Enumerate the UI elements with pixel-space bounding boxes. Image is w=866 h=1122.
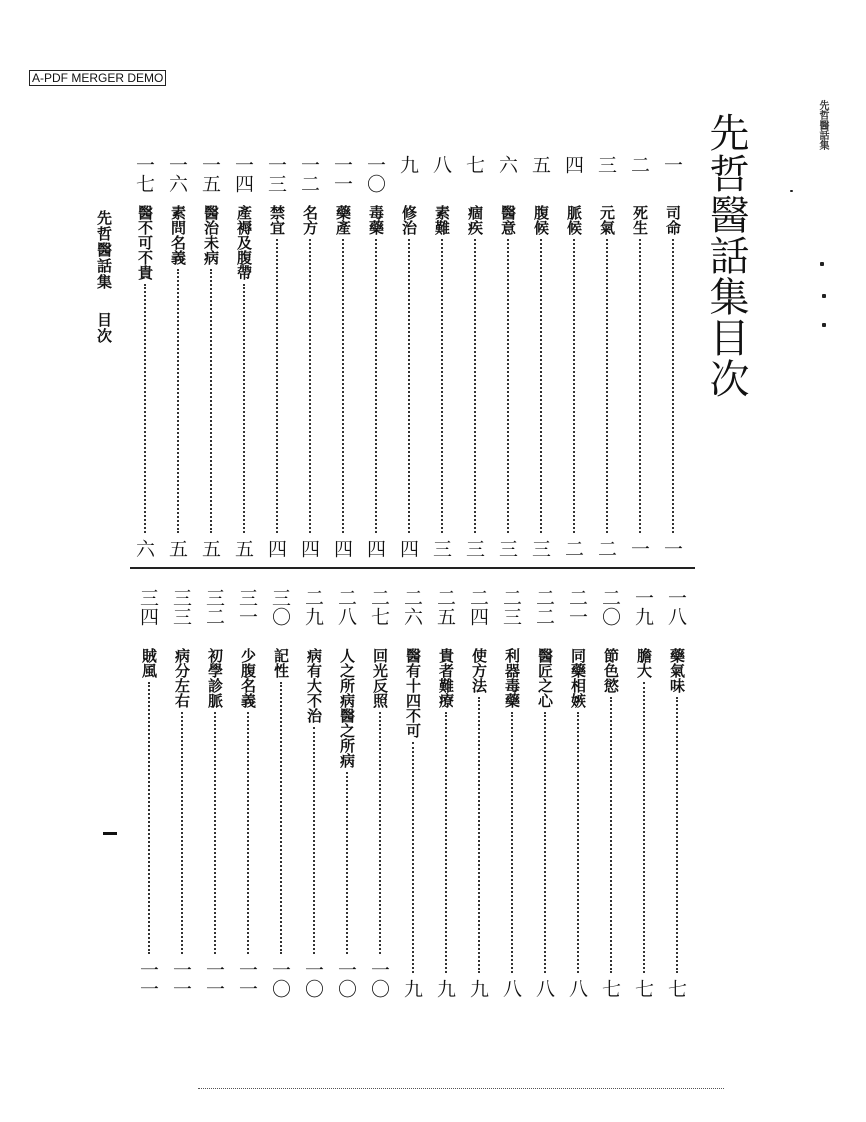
running-head: [94, 210, 115, 344]
dot-leader: [214, 712, 216, 954]
dot-leader: [280, 682, 282, 954]
toc-entry-number: 一九: [632, 588, 654, 626]
dot-leader: [676, 697, 678, 973]
dot-leader: [478, 697, 480, 973]
toc-entry-title: 產褥及腹帶: [235, 205, 253, 280]
toc-entry-title: 醫意: [499, 205, 517, 235]
dot-leader: [544, 712, 546, 973]
toc-entry-page: 四: [265, 539, 287, 558]
toc-entry-number: 二〇: [599, 588, 621, 626]
toc-entry-title: 藥氣味: [668, 648, 686, 693]
dot-leader: [276, 239, 278, 533]
toc-entry-number: 三三: [170, 588, 192, 626]
toc-entry-page: 二: [595, 539, 617, 558]
toc-entry-number: 一三: [265, 155, 287, 193]
pdf-merger-demo-banner: A-PDF MERGER DEMO: [29, 70, 166, 86]
toc-entry-title: 司命: [664, 205, 682, 235]
dot-leader: [511, 712, 513, 973]
toc-entry-page: 一〇: [302, 960, 324, 998]
dot-leader: [313, 727, 315, 954]
toc-entry-page: 一: [628, 539, 650, 558]
toc-entry-page: 一一: [203, 960, 225, 998]
toc-entry-title: 病有大不治: [305, 648, 323, 723]
toc-entry-number: 一八: [665, 588, 687, 626]
toc-entry-page: 三: [496, 539, 518, 558]
toc-entry-title: 死生: [631, 205, 649, 235]
toc-entry-page: 一一: [137, 960, 159, 998]
toc-entry-number: 九: [397, 155, 419, 174]
toc-entry-number: 一: [661, 155, 683, 174]
toc-entry-page: 四: [364, 539, 386, 558]
toc-entry-title: 病分左右: [173, 648, 191, 708]
toc-entry-number: 一七: [133, 155, 155, 193]
toc-entry-number: 二六: [401, 588, 423, 626]
dot-leader: [474, 239, 476, 533]
toc-entry-number: 二九: [302, 588, 324, 626]
toc-entry-page: 七: [665, 979, 687, 998]
toc-entry-page: 七: [632, 979, 654, 998]
toc-entry-number: 四: [562, 155, 584, 174]
toc-entry-page: 九: [467, 979, 489, 998]
toc-entry-number: 二: [628, 155, 650, 174]
toc-entry-number: 三: [595, 155, 617, 174]
toc-entry-page: 一〇: [368, 960, 390, 998]
toc-entry-number: 三〇: [269, 588, 291, 626]
dot-leader: [210, 269, 212, 533]
toc-entry-number: 二七: [368, 588, 390, 626]
toc-entry-number: 六: [496, 155, 518, 174]
toc-entry-number: 一一: [331, 155, 353, 193]
dot-leader: [342, 239, 344, 533]
dot-leader: [639, 239, 641, 533]
margin-dot: [822, 323, 826, 327]
dot-leader: [408, 239, 410, 533]
dot-leader: [610, 697, 612, 973]
toc-entry-page: 一: [661, 539, 683, 558]
toc-entry-title: 節色慾: [602, 648, 620, 693]
toc-entry-page: 六: [133, 539, 155, 558]
toc-entry-title: 痼疾: [466, 205, 484, 235]
toc-entry-number: 八: [430, 155, 452, 174]
toc-entry-page: 七: [599, 979, 621, 998]
running-head-book: 先哲醫話集: [95, 210, 113, 290]
toc-entry-title: 膽大: [635, 648, 653, 678]
section-divider: [130, 567, 695, 569]
toc-entry-page: 一〇: [269, 960, 291, 998]
toc-entry-number: 三四: [137, 588, 159, 626]
toc-entry-page: 三: [529, 539, 551, 558]
toc-entry-title: 人之所病醫之所病: [338, 648, 356, 768]
toc-entry-title: 利器毒藥: [503, 648, 521, 708]
dot-leader: [177, 269, 179, 533]
document-title: 先哲醫話集目次: [703, 112, 749, 399]
dot-leader: [243, 284, 245, 533]
toc-entry-number: 二八: [335, 588, 357, 626]
toc-entry-title: 初學診脈: [206, 648, 224, 708]
toc-entry-number: 二四: [467, 588, 489, 626]
toc-entry-page: 一一: [236, 960, 258, 998]
toc-entry-title: 元氣: [598, 205, 616, 235]
dot-leader: [375, 239, 377, 533]
toc-entry-number: 一二: [298, 155, 320, 193]
toc-entry-title: 素問名義: [169, 205, 187, 265]
toc-entry-title: 記性: [272, 648, 290, 678]
margin-dot: [820, 262, 824, 266]
toc-entry-number: 三二: [203, 588, 225, 626]
toc-entry-title: 名方: [301, 205, 319, 235]
dot-leader: [507, 239, 509, 533]
toc-entry-title: 禁宜: [268, 205, 286, 235]
toc-entry-title: 醫治未病: [202, 205, 220, 265]
toc-entry-title: 修治: [400, 205, 418, 235]
toc-entry-number: 五: [529, 155, 551, 174]
toc-entry-page: 八: [533, 979, 555, 998]
margin-dot: [822, 294, 826, 298]
toc-entry-number: 三一: [236, 588, 258, 626]
toc-entry-title: 腹候: [532, 205, 550, 235]
toc-entry-page: 五: [199, 539, 221, 558]
toc-entry-page: 四: [397, 539, 419, 558]
toc-entry-title: 藥產: [334, 205, 352, 235]
toc-entry-page: 九: [434, 979, 456, 998]
toc-entry-title: 貴者難療: [437, 648, 455, 708]
toc-entry-number: 一五: [199, 155, 221, 193]
dot-leader: [346, 772, 348, 954]
toc-entry-page: 三: [463, 539, 485, 558]
dot-leader: [379, 712, 381, 954]
toc-entry-number: 一四: [232, 155, 254, 193]
toc-entry-page: 四: [298, 539, 320, 558]
toc-entry-page: 八: [566, 979, 588, 998]
toc-entry-title: 醫匠之心: [536, 648, 554, 708]
bottom-rule: [198, 1088, 724, 1089]
toc-entry-page: 九: [401, 979, 423, 998]
toc-entry-title: 醫不可不貴: [136, 205, 154, 280]
dot-leader: [672, 239, 674, 533]
dot-leader: [247, 712, 249, 954]
toc-entry-title: 少腹名義: [239, 648, 257, 708]
toc-entry-title: 毒藥: [367, 205, 385, 235]
toc-entry-number: 二二: [533, 588, 555, 626]
running-head-section: 目次: [95, 312, 113, 344]
toc-entry-page: 八: [500, 979, 522, 998]
toc-entry-title: 使方法: [470, 648, 488, 693]
toc-entry-page: 一一: [170, 960, 192, 998]
toc-entry-title: 回光反照: [371, 648, 389, 708]
toc-entry-number: 七: [463, 155, 485, 174]
toc-entry-title: 同藥相嫉: [569, 648, 587, 708]
toc-entry-page: 一〇: [335, 960, 357, 998]
toc-entry-page: 五: [232, 539, 254, 558]
toc-entry-number: 一六: [166, 155, 188, 193]
dot-leader: [540, 239, 542, 533]
dot-leader: [148, 682, 150, 954]
toc-entry-number: 二一: [566, 588, 588, 626]
dot-leader: [577, 712, 579, 973]
dot-leader: [181, 712, 183, 954]
margin-bleed-text: 先哲醫話集: [817, 100, 828, 150]
dot-leader: [573, 239, 575, 533]
toc-entry-page: 二: [562, 539, 584, 558]
toc-entry-number: 一〇: [364, 155, 386, 193]
dot-leader: [643, 682, 645, 973]
margin-dot: [790, 190, 793, 192]
toc-entry-page: 三: [430, 539, 452, 558]
toc-entry-title: 賊風: [140, 648, 158, 678]
dot-leader: [412, 742, 414, 973]
dot-leader: [606, 239, 608, 533]
dot-leader: [441, 239, 443, 533]
dot-leader: [144, 284, 146, 533]
toc-entry-number: 二五: [434, 588, 456, 626]
toc-entry-title: 素難: [433, 205, 451, 235]
toc-entry-title: 醫有十四不可: [404, 648, 422, 738]
toc-entry-page: 四: [331, 539, 353, 558]
toc-entry-page: 五: [166, 539, 188, 558]
toc-entry-title: 脈候: [565, 205, 583, 235]
dot-leader: [309, 239, 311, 533]
page-number-mark: [103, 832, 117, 835]
toc-entry-number: 二三: [500, 588, 522, 626]
dot-leader: [445, 712, 447, 973]
